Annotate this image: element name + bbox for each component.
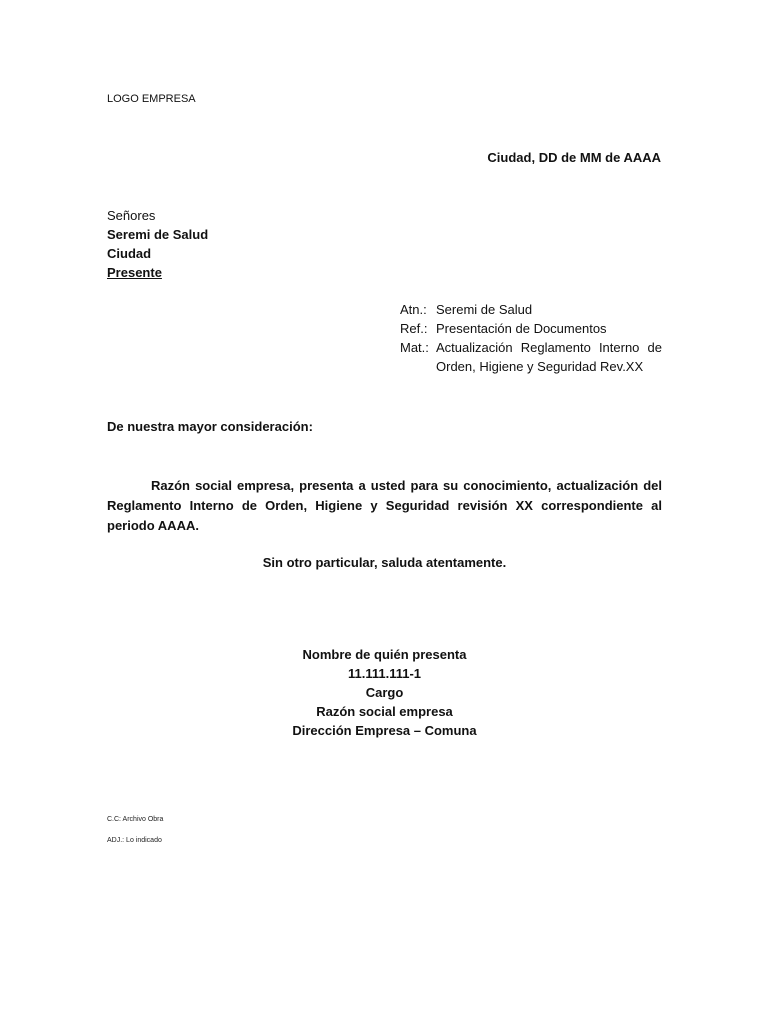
adj-line: ADJ.: Lo indicado [107,837,162,844]
cc-line: C.C: Archivo Obra [107,816,164,823]
ref-label: Ref.: [400,321,428,336]
ref-value: Presentación de Documentos [436,321,607,336]
signer-address: Dirección Empresa – Comuna [292,723,477,738]
mat-value-line1: Actualización Reglamento Interno de [436,340,662,355]
company-logo-placeholder: LOGO EMPRESA [107,93,196,105]
body-line-1: Razón social empresa, presenta a usted para su conocimiento, actualización del [151,478,662,493]
closing-line: Sin otro particular, saluda atentamente. [262,555,507,570]
signer-company: Razón social empresa [316,704,453,719]
body-line-2: Reglamento Interno de Orden, Higiene y Seguridad revisión XX correspondiente al periodo AAAA. [107,498,662,533]
signer-rut: 11.111.111-1 [347,666,422,681]
atn-value: Seremi de Salud [436,302,533,317]
date-line: Ciudad, DD de MM de AAAA [487,150,661,165]
body-paragraph [107,476,662,536]
reference-block [400,300,662,376]
greeting: De nuestra mayor consideración: [107,419,313,434]
signer-position: Cargo [365,685,404,700]
signer-name: Nombre de quién presenta [302,647,467,662]
mat-row [400,338,662,357]
atn-label: Atn.: [400,302,427,317]
mat-value-line2: Orden, Higiene y Seguridad Rev.XX [436,359,644,374]
ref-row [400,319,662,338]
addressee-city: Ciudad [107,246,152,261]
mat-label: Mat.: [400,340,429,355]
addressee-presente: Presente [107,265,162,280]
addressee-salutation: Señores [107,208,156,223]
addressee-name: Seremi de Salud [107,227,209,242]
atn-row [400,300,662,319]
signature-block [107,645,662,740]
